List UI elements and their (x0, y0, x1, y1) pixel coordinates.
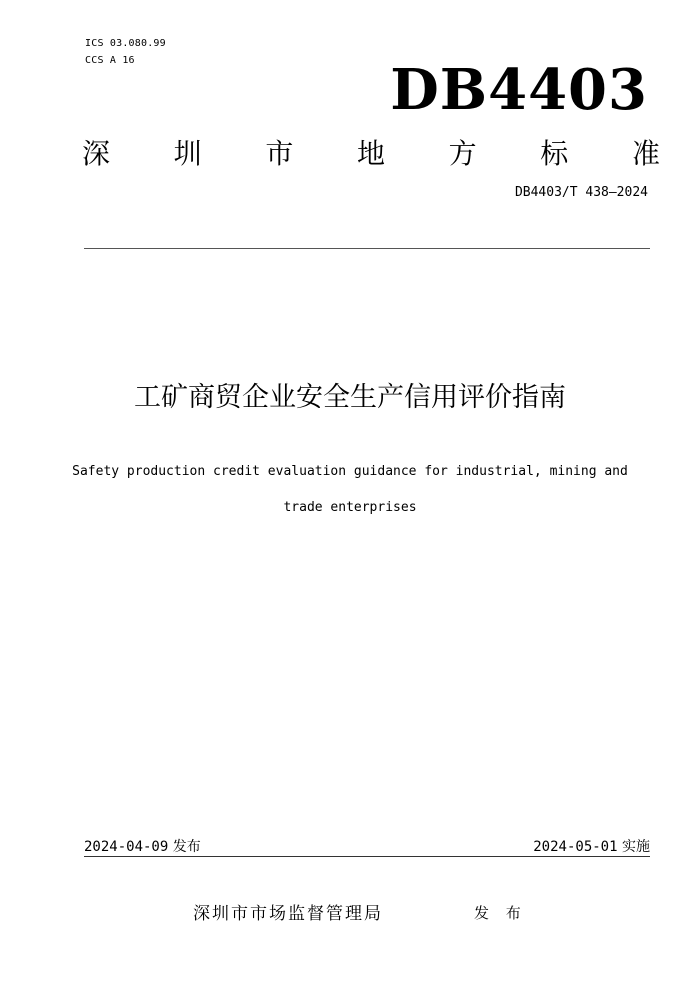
publish-info (84, 838, 201, 856)
standard-type-char: 深 (82, 137, 111, 170)
publish-label: 发布 (172, 839, 201, 855)
effective-info (533, 838, 650, 856)
english-title-line-1: Safety production credit evaluation guidance for industrial, mining and (72, 464, 628, 479)
standard-logo: DB4403 (390, 57, 648, 123)
standard-number: DB4403/T 438—2024 (514, 185, 648, 200)
standard-type-char: 市 (265, 137, 294, 170)
standard-type-char: 圳 (173, 137, 202, 170)
document-title: 工矿商贸企业安全生产信用评价指南 (134, 382, 566, 413)
effective-date: 2024-05-01 (533, 839, 618, 855)
standard-type-char: 方 (448, 137, 477, 170)
standard-type-char: 准 (631, 137, 660, 170)
standard-type-char: 地 (356, 137, 385, 170)
effective-label: 实施 (622, 839, 650, 855)
header-divider (84, 248, 650, 249)
ccs-code: CCS A 16 (85, 55, 135, 66)
publish-date: 2024-04-09 (84, 839, 169, 855)
footer-divider (84, 856, 650, 857)
issue-label: 发 布 (474, 904, 527, 922)
english-title-line-2: trade enterprises (283, 500, 417, 515)
ics-code: ICS 03.080.99 (85, 38, 166, 49)
standard-type-heading (82, 134, 660, 174)
standard-type-char: 标 (540, 137, 569, 170)
date-row (84, 838, 650, 856)
issuing-authority: 深圳市市场监督管理局 (193, 904, 383, 924)
